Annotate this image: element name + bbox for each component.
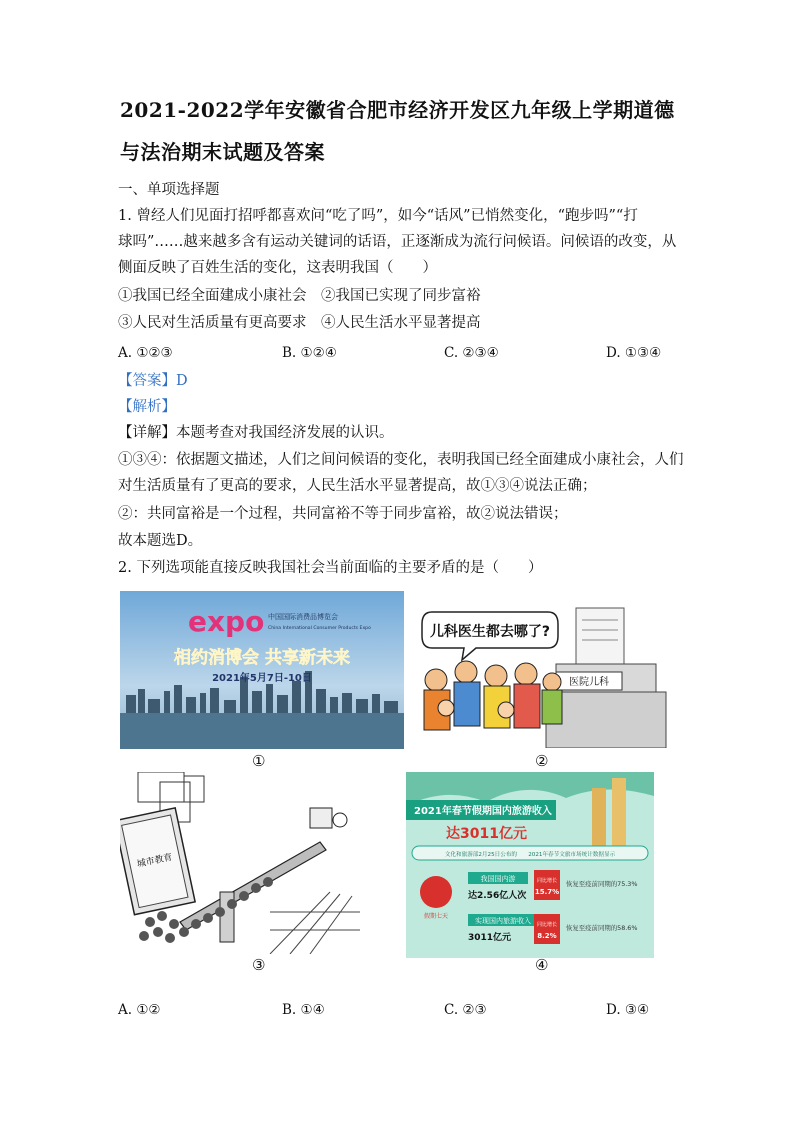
- q2-option-c: C. ②③: [444, 1002, 487, 1018]
- q1-stem-line2: 球吗”……越来越多含有运动关键词的话语，正逐渐成为流行问候语。问候语的改变，从: [118, 234, 677, 250]
- q2-option-b: B. ①④: [282, 1002, 325, 1018]
- cartoon-hospital-sign: 医院儿科: [569, 677, 609, 688]
- tourism-row1-tag: 同比增长: [536, 878, 558, 884]
- q1-detail-1: 【详解】本题考查对我国经济发展的认识。: [118, 425, 394, 441]
- q1-statements-1: ①我国已经全面建成小康社会 ②我国已实现了同步富裕: [118, 288, 481, 304]
- q1-statements-2: ③人民对生活质量有更高要求 ④人民生活水平显著提高: [118, 315, 481, 331]
- q2-option-d: D. ③④: [606, 1002, 650, 1018]
- doc-title-line2: 与法治期末试题及答案: [120, 140, 325, 164]
- tourism-infographic-image: [406, 772, 654, 958]
- q1-detail-4: ②：共同富裕是一个过程，共同富裕不等于同步富裕，故②说法错误；: [118, 506, 568, 522]
- q1-answer: 【答案】D: [118, 373, 188, 389]
- q1-stem-line1: 1. 曾经人们见面打招呼都喜欢问“吃了吗”，如今“话风”已悄然变化，“跑步吗”“打: [118, 208, 638, 224]
- tourism-big-number: 达3011亿元: [446, 826, 527, 842]
- q1-option-a: A. ①②③: [118, 345, 173, 361]
- q2-stem: 2. 下列选项能直接反映我国社会当前面临的主要矛盾的是（ ）: [118, 560, 543, 576]
- doc-title-line1: 2021-2022学年安徽省合肥市经济开发区九年级上学期道德: [120, 98, 675, 122]
- q1-detail-3: 对生活质量有了更高的要求，人民生活水平显著提高，故①③④说法正确；: [118, 478, 597, 494]
- tourism-row2-note: 恢复至疫前同期的58.6%: [566, 924, 638, 932]
- expo-date: 2021年5月7日-10日: [212, 673, 312, 684]
- q1-option-b: B. ①②④: [282, 345, 337, 361]
- tourism-row1-pct: 15.7%: [534, 888, 560, 896]
- expo-poster-image: [120, 591, 404, 749]
- pediatric-cartoon-image: [406, 600, 670, 748]
- section-heading: 一、单项选择题: [118, 182, 220, 198]
- expo-slogan: 相约消博会 共享新未来: [174, 648, 350, 668]
- tourism-row2-tag: 同比增长: [536, 922, 558, 928]
- tourism-row1-value: 达2.56亿人次: [468, 891, 527, 901]
- tourism-row2-value: 3011亿元: [468, 933, 512, 943]
- expo-logo-subtitle: 中国国际消费品博览会: [268, 613, 338, 621]
- q2-option-a: A. ①②: [118, 1002, 161, 1018]
- image-caption-4: ④: [535, 956, 549, 974]
- image-caption-2: ②: [535, 752, 549, 770]
- q1-option-c: C. ②③④: [444, 345, 499, 361]
- education-cartoon-image: [120, 772, 360, 954]
- expo-logo-english: China International Consumer Products Expo: [268, 626, 371, 631]
- tourism-lantern-label: 假期七天: [423, 913, 449, 920]
- q1-detail-5: 故本题选D。: [118, 533, 203, 549]
- expo-logo: expo: [188, 605, 265, 638]
- q1-stem-line3: 侧面反映了百姓生活的变化，这表明我国（ ）: [118, 260, 437, 276]
- tourism-row2-pct: 8.2%: [537, 932, 557, 940]
- cartoon-speech-bubble: 儿科医生都去哪了?: [429, 624, 551, 640]
- q1-option-d: D. ①③④: [606, 345, 662, 361]
- image-caption-3: ③: [252, 956, 266, 974]
- education-book-label: 城市教育: [136, 852, 174, 870]
- tourism-source-line: 文化和旅游部2月25日公布的 2021年春节文旅市场统计数据显示: [444, 852, 616, 858]
- tourism-row1-label: 我国国内游: [480, 875, 516, 883]
- tourism-banner: 2021年春节假期国内旅游收入: [414, 806, 552, 817]
- tourism-row1-note: 恢复至疫前同期的75.3%: [566, 880, 638, 888]
- q1-analysis-label: 【解析】: [118, 399, 176, 415]
- image-caption-1: ①: [252, 752, 266, 770]
- q1-detail-2: ①③④：依据题文描述，人们之间问候语的变化，表明我国已经全面建成小康社会，人们: [118, 452, 684, 468]
- tourism-row2-label: 实现国内旅游收入: [475, 917, 531, 925]
